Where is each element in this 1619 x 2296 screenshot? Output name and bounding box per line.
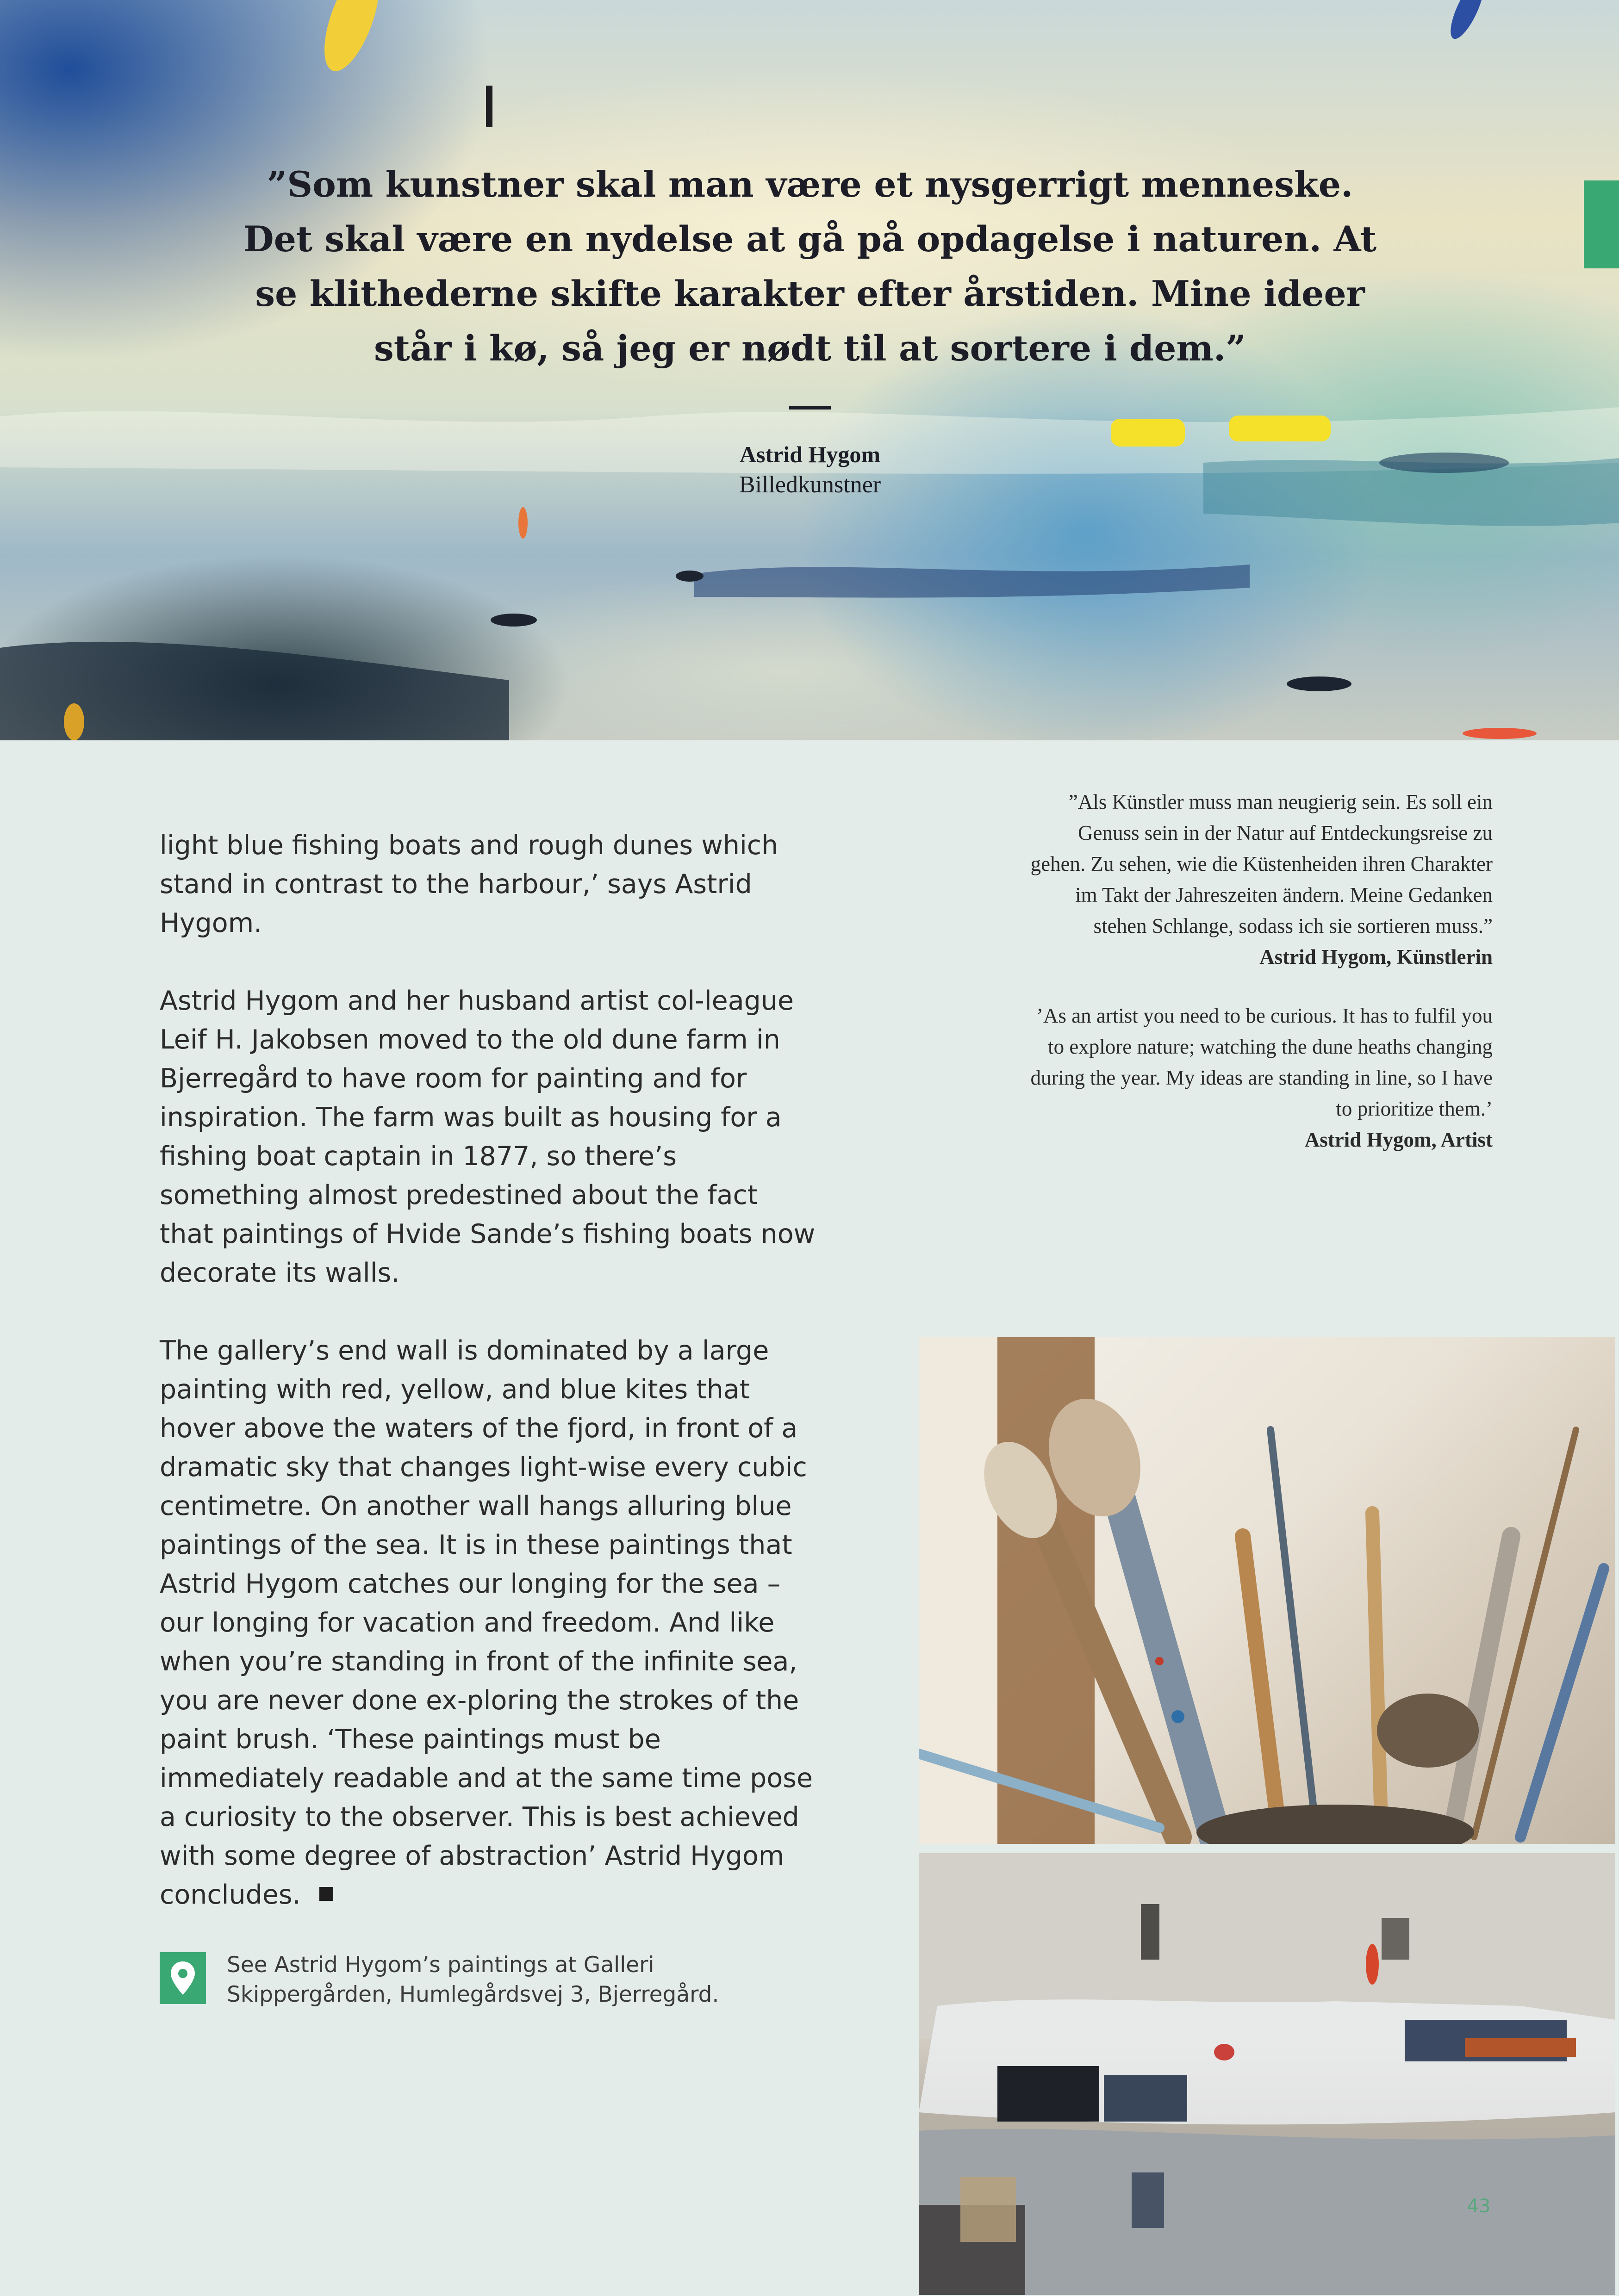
end-of-article-mark: [319, 1887, 333, 1901]
pull-quote-line: står i kø, så jeg er nødt til at sortere i dem.”: [374, 328, 1246, 369]
location-pin-icon: [160, 1952, 206, 2004]
pull-quote: [231, 157, 1389, 500]
pull-quote-text: [231, 157, 1389, 376]
english-quote-text: ’As an artist you need to be curious. It has to fulfil you to explore nature; watching the dune heaths changing during the year. My ideas are standing in line, so I have to prioritize them.’: [1030, 1004, 1493, 1120]
article-paragraph-text: The gallery’s end wall is dominated by a large painting with red, yellow, and blue kites that hover above the waters of the fjord, in front of a dramatic sky that changes light-wise every cubic centimetre. On another wall hangs alluring blue paintings of the sea. It is in these paintings that Astrid Hygom catches our longing for the sea – our longing for vacation and freedom. And like when you’re standing in front of the infinite sea, you are never done ex-ploring the strokes of the paint brush. ‘These paintings must be immediately readable and at the same time pose a curiosity to the observer. This is best achieved with some degree of abstraction’ Astrid Hygom concludes.: [160, 1335, 813, 1910]
article-paragraph: light blue fishing boats and rough dunes which stand in contrast to the harbour,’ says Astrid Hygom.: [160, 830, 778, 938]
german-quote: [1021, 787, 1493, 973]
hero-painting: [0, 0, 1619, 740]
gallery-info-text: See Astrid Hygom’s paintings at Galleri Skippergården, Humlegårdsvej 3, Bjerregård.: [227, 1952, 719, 2007]
pull-quote-line: ”Som kunstner skal man være et nysgerrigt menneske.: [267, 164, 1353, 205]
article-paragraph: Astrid Hygom and her husband artist col-league Leif H. Jakobsen moved to the old dune farm in Bjerregård to have room for painting and for inspiration. The farm was built as housing for a fishing boat captain in 1877, so there’s something almost predestined about the fact that paintings of Hvide Sande’s fishing boats now decorate its walls.: [160, 986, 816, 1288]
quote-author-role: Billedkunstner: [739, 472, 881, 498]
pull-quote-line: Det skal være en nydelse at gå på opdagelse i naturen. At: [243, 218, 1377, 260]
pull-quote-line: se klithederne skifte karakter efter årstiden. Mine ideer: [255, 273, 1365, 314]
accent-tab: [1584, 180, 1619, 268]
paint-brushes-photo: [919, 1337, 1615, 1844]
quote-divider: [789, 406, 831, 410]
german-quote-text: ”Als Künstler muss man neugierig sein. Es soll ein Genuss sein in der Natur auf Entdeckungsreise zu gehen. Zu sehen, wie die Küstenheiden ihren Charakter im Takt der Jahreszeiten ändern. Meine Gedanken stehen Schlange, sodass ich sie sortieren muss.”: [1030, 790, 1493, 937]
article-paragraph: [160, 1331, 817, 1914]
german-quote-author: Astrid Hygom, Künstlerin: [1259, 945, 1493, 968]
english-quote: [1021, 1000, 1493, 1155]
english-quote-author: Astrid Hygom, Artist: [1304, 1128, 1493, 1151]
harbour-painting-photo: [919, 1853, 1615, 2295]
translated-quotes: [1021, 787, 1493, 1155]
page-number: 43: [1467, 2196, 1491, 2217]
gallery-info: [160, 1950, 761, 2011]
quote-author: Astrid Hygom: [739, 441, 881, 467]
article-body: [160, 826, 817, 1953]
